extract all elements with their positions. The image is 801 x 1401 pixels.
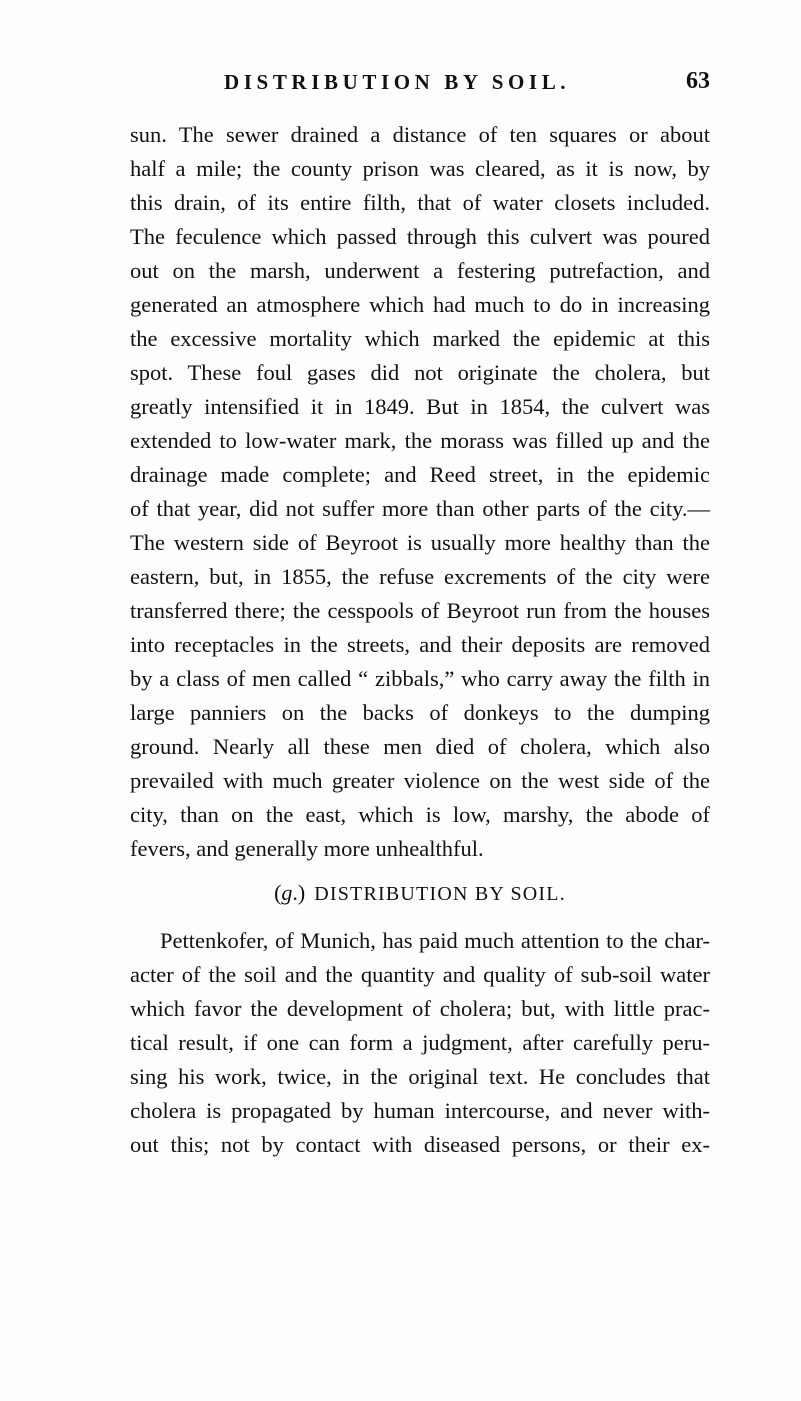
text-line: greatly intensified it in 1849. But in 1854, the culvert was — [130, 394, 710, 419]
text-line: large panniers on the backs of donkeys to the dumping — [130, 700, 710, 725]
text-line: the excessive mortality which marked the epidemic at this — [130, 326, 710, 351]
text-line: The feculence which passed through this culvert was poured — [130, 224, 710, 249]
text-line: cholera is propagated by human intercourse, and never with- — [130, 1098, 710, 1123]
text-line: sing his work, twice, in the original text. He concludes that — [130, 1064, 710, 1089]
page-number: 63 — [686, 68, 710, 94]
text-line: transferred there; the cesspools of Beyroot run from the houses — [130, 598, 710, 623]
text-line: out this; not by contact with diseased persons, or their ex- — [130, 1132, 710, 1157]
text-line: The western side of Beyroot is usually more healthy than the — [130, 530, 710, 555]
text-line: ground. Nearly all these men died of cholera, which also — [130, 734, 710, 759]
text-line: into receptacles in the streets, and their deposits are removed — [130, 632, 710, 657]
text-line: fevers, and generally more unhealthful. — [130, 836, 484, 861]
text-line: which favor the development of cholera; but, with little prac- — [130, 996, 710, 1021]
text-line: acter of the soil and the quantity and quality of sub-soil water — [130, 962, 710, 987]
section-marker: (g.) — [274, 880, 306, 905]
text-line: out on the marsh, underwent a festering putrefaction, and — [130, 258, 710, 283]
running-title: DISTRIBUTION BY SOIL. — [224, 70, 571, 94]
text-line: spot. These foul gases did not originate the cholera, but — [130, 360, 710, 385]
text-line: extended to low-water mark, the morass was filled up and the — [130, 428, 710, 453]
text-line: sun. The sewer drained a distance of ten squares or about — [130, 122, 710, 147]
text-line: city, than on the east, which is low, marshy, the abode of — [130, 802, 710, 827]
text-line: of that year, did not suffer more than other parts of the city.— — [130, 496, 710, 521]
text-line: half a mile; the county prison was cleared, as it is now, by — [130, 156, 710, 181]
text-line: generated an atmosphere which had much to do in increasing — [130, 292, 710, 317]
section-heading — [130, 880, 710, 906]
text-line: by a class of men called “ zibbals,” who carry away the filth in — [130, 666, 710, 691]
text-line: tical result, if one can form a judgment, after carefully peru- — [130, 1030, 710, 1055]
text-line: prevailed with much greater violence on the west side of the — [130, 768, 710, 793]
running-head — [130, 70, 710, 104]
section-title: DISTRIBUTION BY SOIL. — [314, 883, 566, 905]
text-line: this drain, of its entire filth, that of water closets included. — [130, 190, 710, 215]
text-line: Pettenkofer, of Munich, has paid much attention to the char- — [160, 928, 710, 953]
text-line: eastern, but, in 1855, the refuse excrements of the city were — [130, 564, 710, 589]
text-line: drainage made complete; and Reed street, in the epidemic — [130, 462, 710, 487]
